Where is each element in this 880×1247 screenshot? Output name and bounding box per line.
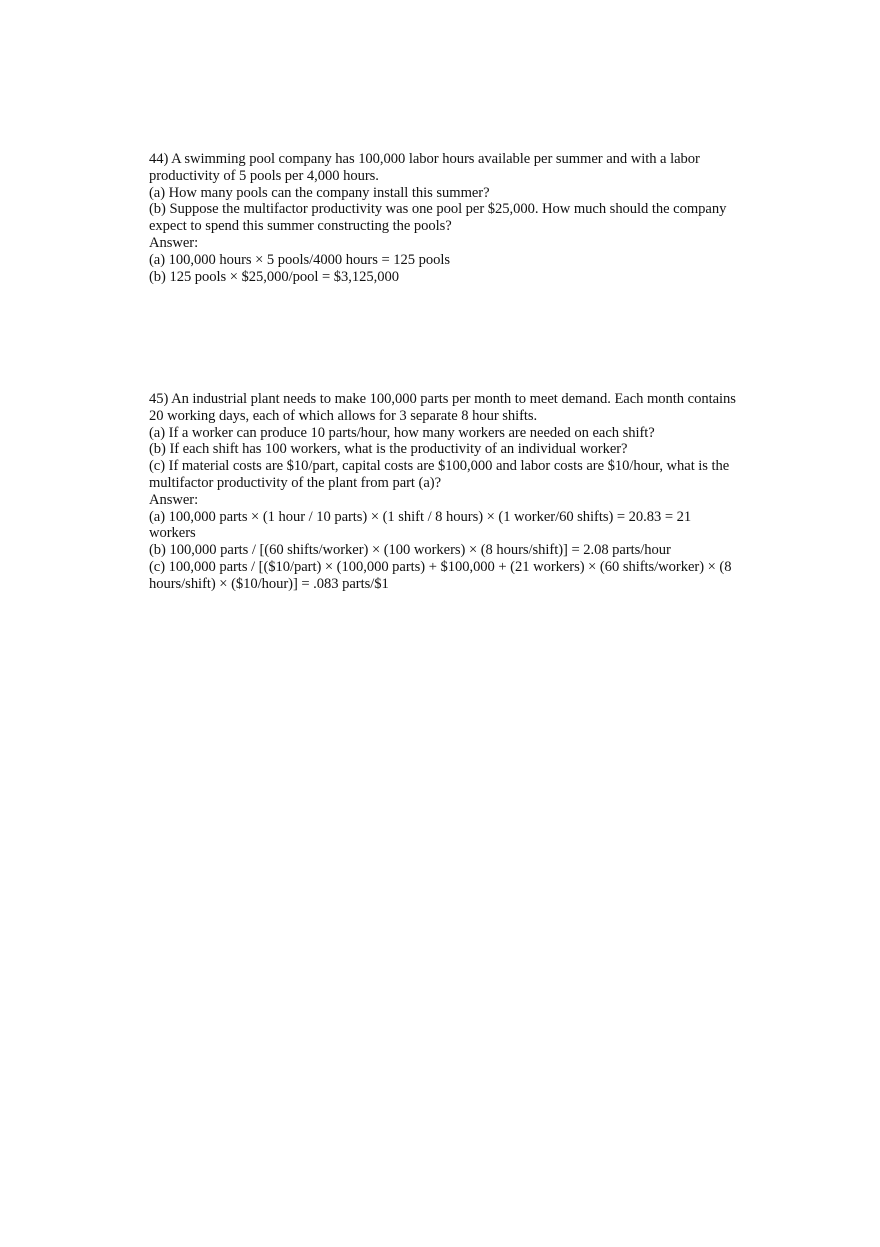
problem-45-answer-label: Answer: [149,491,199,508]
problem-44-answer-a: (a) 100,000 hours × 5 pools/4000 hours = 125 pools [149,251,450,268]
problem-45-part-b: (b) If each shift has 100 workers, what is the productivity of an individual worker? [149,441,628,458]
problem-45-answer-a: (a) 100,000 parts × (1 hour / 10 parts) × (1 shift / 8 hours) × (1 worker/60 shifts) = 20.83 = 21 workers [149,508,692,542]
problem-44-answer-b: (b) 125 pools × $25,000/pool = $3,125,000 [149,268,399,285]
problem-44-answer-label: Answer: [149,234,199,251]
problem-45-answer-b: (b) 100,000 parts / [(60 shifts/worker) × (100 workers) × (8 hours/shift)] = 2.08 parts/hour [149,542,671,559]
problem-45 [149,391,739,593]
problem-45-part-c: (c) If material costs are $10/part, capital costs are $100,000 and labor costs are $10/hour, what is the multifactor productivity of the plant from part (a)? [149,458,730,491]
problem-44-part-a: (a) How many pools can the company install this summer? [149,184,490,201]
problem-44-part-b: (b) Suppose the multifactor productivity was one pool per $25,000. How much should the company expect to spend this summer constructing the pools? [149,201,727,235]
problem-45-part-a: (a) If a worker can produce 10 parts/hour, how many workers are needed on each shift? [149,424,655,441]
problem-45-question: 45) An industrial plant needs to make 100,000 parts per month to meet demand. Each month contains 20 working days, each of which allows for 3 separate 8 hour shifts. [149,391,736,424]
problem-44 [149,151,739,285]
problem-44-question: 44) A swimming pool company has 100,000 labor hours available per summer and with a labor productivity of 5 pools per 4,000 hours. [149,151,700,184]
problem-45-answer-c: (c) 100,000 parts / [($10/part) × (100,000 parts) + $100,000 + (21 workers) × (60 shifts/worker) × (8 hours/shift) × ($10/hour)] = .083 parts/$1 [149,558,732,592]
